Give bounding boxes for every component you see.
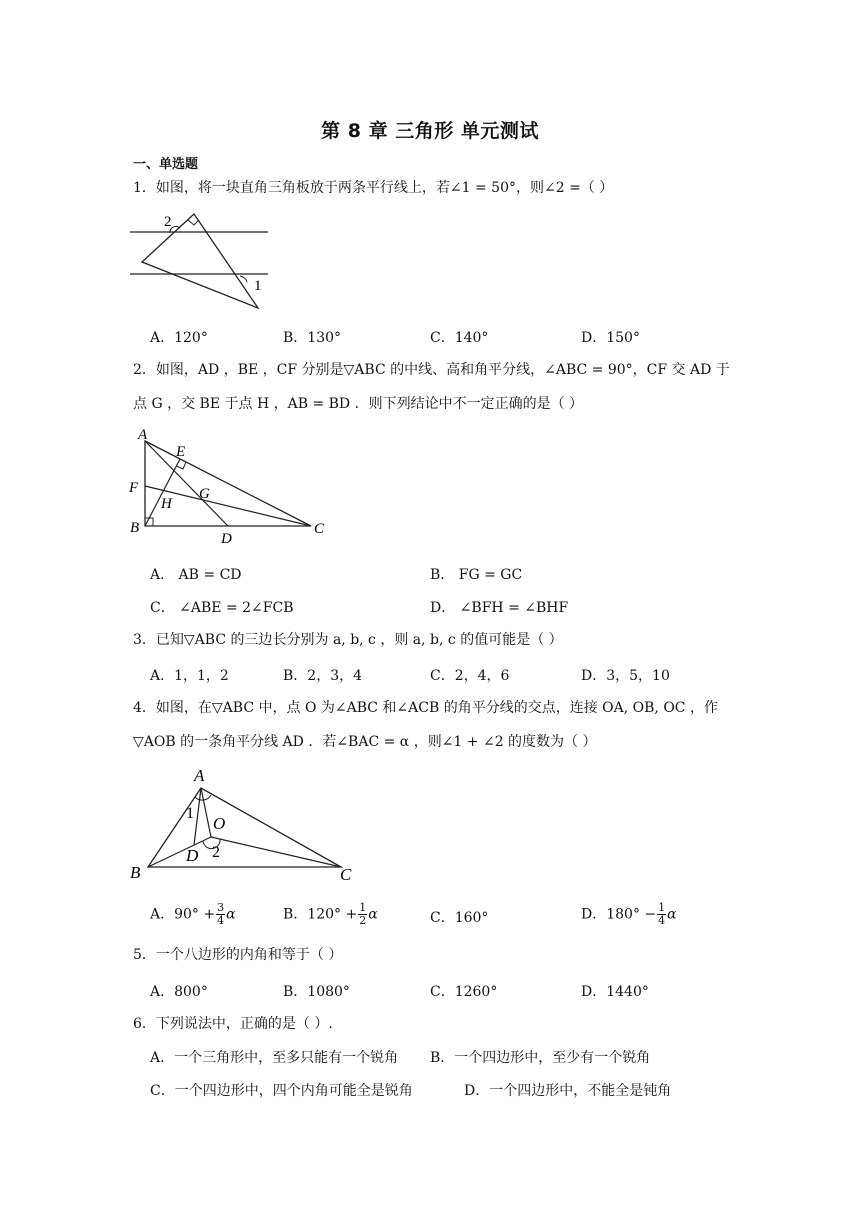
q5-option-c[interactable]: C．1260° — [430, 984, 498, 1000]
point-label-f: F — [129, 480, 139, 496]
q2-option-a[interactable]: A． AB = CD — [150, 567, 242, 583]
triangle-abc — [148, 788, 341, 867]
angle-label-2: 2 — [164, 214, 172, 230]
q4-option-a[interactable] — [150, 902, 236, 927]
triangle-abc — [145, 441, 311, 526]
q5-option-b[interactable]: B．1080° — [283, 984, 350, 1000]
page-title: 第 8 章 三角形 单元测试 — [321, 120, 539, 142]
altitude-be — [145, 459, 180, 526]
point-label-a: A — [194, 766, 205, 785]
median-ad — [145, 441, 228, 526]
q6-option-b[interactable]: B．一个四边形中，至少有一个锐角 — [430, 1050, 651, 1066]
question-2-line-1: 2．如图，AD ，BE ，CF 分别是▽ABC 的中线、高和角平分线，∠ABC = 90°，CF 交 AD 于 — [133, 362, 730, 378]
q4-option-a-fraction — [216, 902, 225, 927]
point-label-a: A — [138, 427, 148, 443]
point-label-c: C — [340, 865, 352, 884]
q5-option-d[interactable]: D．1440° — [581, 984, 649, 1000]
angle-label-2: 2 — [212, 844, 220, 861]
q3-option-b[interactable]: B．2，3，4 — [283, 668, 363, 684]
angle-label-1: 1 — [186, 805, 194, 822]
point-label-h: H — [161, 496, 172, 512]
q1-option-c[interactable]: C．140° — [430, 330, 489, 346]
q6-option-d[interactable]: D．一个四边形中，不能全是钝角 — [464, 1083, 672, 1099]
q4-option-b[interactable] — [283, 902, 378, 927]
q1-option-b[interactable]: B．130° — [283, 330, 342, 346]
q2-option-c[interactable]: C． ∠ABE = 2∠FCB — [150, 600, 294, 616]
q4-option-d-suffix: α — [667, 906, 677, 923]
right-triangle-ruler — [142, 214, 258, 308]
question-5-stem: 5．一个八边形的内角和等于（ ） — [133, 947, 343, 963]
q4-option-c[interactable]: C．160° — [430, 910, 489, 926]
fraction-denominator: 2 — [359, 914, 367, 927]
point-label-b: B — [130, 520, 140, 536]
fraction-numerator: 3 — [217, 901, 225, 914]
q4-option-b-prefix: B．120° + — [283, 906, 358, 923]
right-angle-mark — [188, 220, 199, 225]
q4-option-b-fraction — [358, 902, 367, 927]
fraction-denominator: 4 — [658, 914, 666, 927]
q4-option-a-prefix: A．90° + — [150, 906, 216, 923]
angle-label-1: 1 — [254, 278, 262, 294]
question-2-figure — [128, 425, 338, 550]
fraction-denominator: 4 — [217, 914, 225, 927]
q1-option-a[interactable]: A．120° — [150, 330, 208, 346]
q3-option-c[interactable]: C．2，4，6 — [430, 668, 510, 684]
q6-option-c[interactable]: C．一个四边形中，四个内角可能全是锐角 — [150, 1083, 413, 1099]
question-2-line-2: 点 G ，交 BE 于点 H ，AB = BD ．则下列结论中不一定正确的是（ ） — [133, 396, 584, 412]
q4-option-d[interactable] — [581, 902, 677, 927]
fraction-numerator: 1 — [359, 901, 367, 914]
segment-oa — [201, 788, 211, 837]
q4-option-d-fraction — [657, 902, 666, 927]
q3-option-a[interactable]: A．1，1，2 — [150, 668, 229, 684]
point-label-d: D — [186, 846, 199, 865]
question-6-stem: 6．下列说法中，正确的是（ ）. — [133, 1016, 333, 1032]
question-4-line-2: ▽AOB 的一条角平分线 AD ．若∠BAC = α ，则∠1 + ∠2 的度数为（ ） — [133, 734, 597, 750]
question-4-line-1: 4．如图，在▽ABC 中，点 O 为∠ABC 和∠ACB 的角平分线的交点，连接 OA, OB, OC ，作 — [133, 700, 718, 716]
q6-option-a[interactable]: A．一个三角形中，至多只能有一个锐角 — [150, 1050, 399, 1066]
q4-option-a-suffix: α — [226, 906, 236, 923]
q4-option-d-prefix: D．180° − — [581, 906, 657, 923]
section-heading: 一、单选题 — [133, 157, 199, 172]
q3-option-d[interactable]: D．3，5，10 — [581, 668, 670, 684]
question-1-stem: 1．如图，将一块直角三角板放于两条平行线上，若∠1 = 50°，则∠2 =（ ） — [133, 180, 614, 196]
q2-option-b[interactable]: B． FG = GC — [430, 567, 523, 583]
q5-option-a[interactable]: A．800° — [150, 984, 208, 1000]
point-label-e: E — [176, 444, 186, 460]
point-label-c: C — [314, 521, 325, 537]
q4-option-b-suffix: α — [368, 906, 378, 923]
point-label-d: D — [221, 531, 232, 547]
question-4-figure — [128, 762, 368, 887]
segment-oc — [211, 837, 341, 867]
q1-option-d[interactable]: D．150° — [581, 330, 640, 346]
question-3-stem: 3．已知▽ABC 的三边长分别为 a, b, c ，则 a, b, c 的值可能是（ ） — [133, 632, 563, 648]
point-label-o: O — [213, 814, 226, 833]
fraction-numerator: 1 — [658, 901, 666, 914]
point-label-g: G — [199, 486, 210, 502]
q2-option-d[interactable]: D． ∠BFH = ∠BHF — [430, 600, 569, 616]
angle-1-arc — [240, 276, 247, 282]
point-label-b: B — [130, 863, 141, 882]
question-1-figure — [128, 210, 278, 315]
